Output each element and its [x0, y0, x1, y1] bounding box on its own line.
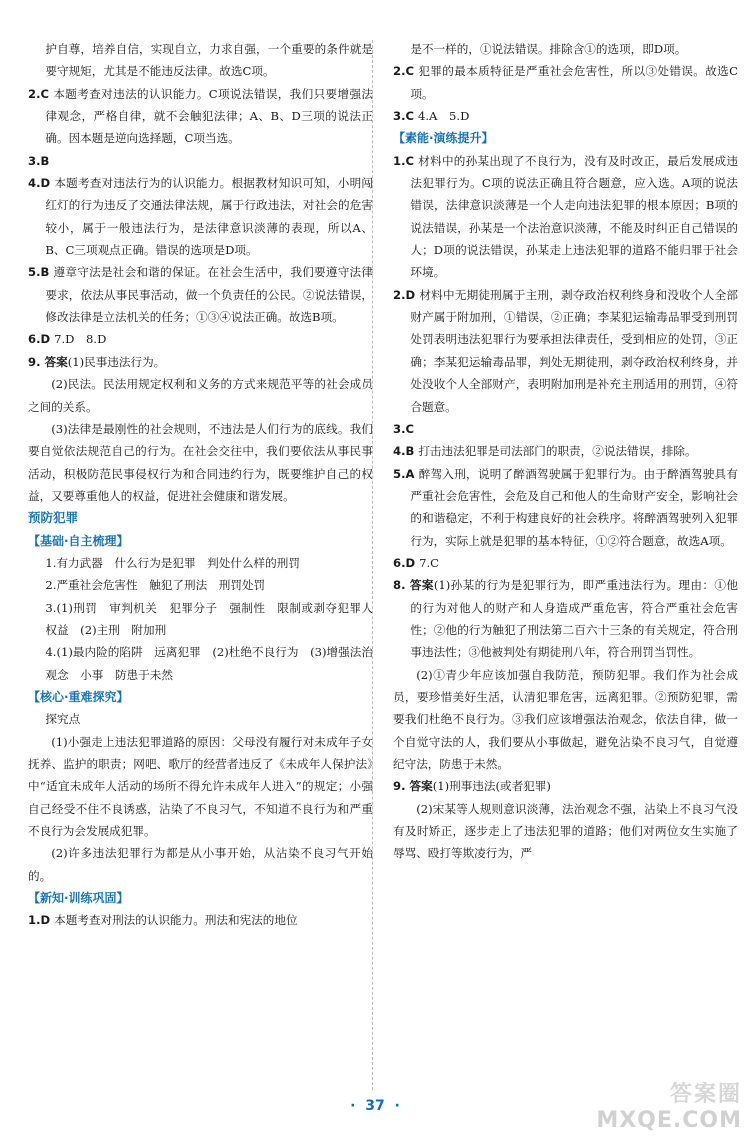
answer-item	[393, 105, 738, 127]
answer-item	[393, 60, 738, 105]
item-number: 4.D	[28, 176, 51, 191]
answer-item	[28, 328, 373, 350]
answer-label: 答案	[409, 779, 433, 794]
item-text: (1)民事违法行为。	[67, 354, 166, 369]
answer-label: 答案	[409, 578, 434, 593]
page-number-value: 37	[365, 1098, 385, 1114]
item-text: 犯罪的最本质特征是严重社会危害性，所以③处错误。故选C项。	[410, 64, 738, 101]
item-text: 打击违法犯罪是司法部门的职责，②说法错误，排除。	[418, 444, 697, 459]
section-heading: 【素能·演练提升】	[393, 131, 494, 146]
paragraph: (2)民法。民法用规定权利和义务的方式来规范平等的社会成员之间的关系。	[28, 377, 373, 414]
answer-item	[393, 574, 738, 663]
section-heading: 【新知·训练巩固】	[28, 891, 129, 906]
item-number: 9.	[28, 354, 41, 369]
answer-item	[28, 172, 373, 261]
item-text: 醉驾入刑，说明了醉酒驾驶属于犯罪行为。由于醉酒驾驶具有严重社会危害性，会危及自己和他人的生命财产安全，影响社会的和谐稳定，不利于构建良好的社会秩序。将醉酒驾驶列入犯罪行为，实际上就是犯罪的基本特征，①②符合题意，故选A项。	[410, 466, 738, 548]
continued-text: 是不一样的，①说法错误。排除含①的选项，即D项。	[410, 42, 687, 56]
item-number: 9.	[393, 779, 406, 794]
item-text: 本题考查对刑法的认识能力。刑法和宪法的地位	[54, 913, 298, 928]
item-number: 3.C	[393, 109, 414, 124]
list-line: 2.严重社会危害性 触犯了刑法 刑罚处罚	[45, 578, 266, 593]
paragraph: (2)许多违法犯罪行为都是从小事开始，从沾染不良习气开始的。	[28, 846, 373, 883]
answer-item	[393, 418, 738, 440]
item-text: (1)孙某的行为是犯罪行为，即严重违法行为。理由：①他的行为对他人的财产和人身造成严重危害，符合严重社会危害性；②他的行为触犯了刑法第二百六十三条的有关规定，符合刑事违法性；③他被判处有期徒刑八年，符合刑罚当罚性。	[410, 578, 738, 660]
item-text: 本题考查对违法行为的认识能力。根据教材知识可知，小明闯红灯的行为违反了交通法律法规，属于行政违法，对社会的危害较小，属于一般违法行为，是法律意识淡薄的表现，所以A、B、C三项观点正确。错误的选项是D项。	[45, 176, 373, 258]
answer-item	[28, 150, 373, 172]
answer-item	[28, 351, 373, 373]
item-number: 5.B	[28, 265, 50, 280]
section-heading: 【基础·自主梳理】	[28, 533, 129, 548]
continued-text: 护自尊，培养自信，实现自立，力求自强，一个重要的条件就是要守规矩，尤其是不能违反法律。故选C项。	[45, 42, 373, 79]
section-title: 预防犯罪	[28, 510, 79, 526]
answer-item	[393, 552, 738, 574]
answer-column-right	[393, 38, 738, 865]
answer-label: 答案	[44, 354, 68, 369]
paragraph: (3)法律是最刚性的社会规则，不违法是人们行为的底线。我们要自觉依法规范自己的行为。在社会交往中，我们要依法从事民事活动，积极防范民事侵权行为和合同违约行为，既要维护自己的权益，又要尊重他人的权益，促进社会健康和谐发展。	[28, 421, 373, 503]
list-line: 3.(1)刑罚 审判机关 犯罪分子 强制性 限制或剥夺犯罪人权益 (2)主刑 附加刑	[45, 600, 373, 637]
paragraph: (2)①青少年应该加强自我防范，预防犯罪。我们作为社会成员，要珍惜美好生活，认清犯罪危害，远离犯罪。②预防犯罪，需要我们杜绝不良行为。③我们应该增强法治观念，依法自律，做一个自觉守法的人，我们要从小事做起，避免沾染不良习气，自觉遵纪守法，防患于未然。	[393, 667, 738, 771]
item-number: 2.D	[393, 287, 416, 302]
item-text: 遵章守法是社会和谐的保证。在社会生活中，我们要遵守法律要求，依法从事民事活动，做一个负责任的公民。②说法错误，修改法律是立法机关的任务；①③④说法正确。故选B项。	[45, 265, 373, 325]
paragraph: (1)小强走上违法犯罪道路的原因：父母没有履行对未成年子女抚养、监护的职责；网吧、歌厅的经营者违反了《未成年人保护法》中“适宜未成年人活动的场所不得允许未成年人进入”的规定；小强自己经受不住不良诱惑，沾染了不良习气，不知道不良行为和严重不良行为会发展成犯罪。	[28, 734, 373, 839]
item-number: 6.D	[393, 555, 416, 570]
answer-item	[393, 463, 738, 552]
item-text: 7.C	[419, 555, 440, 570]
item-number: 8.	[393, 578, 406, 593]
paragraph: (2)宋某等人规则意识淡薄，法治观念不强，沾染上不良习气没有及时矫正，逐步走上了违法犯罪的道路；他们对两位女生实施了辱骂、殴打等欺凌行为，严	[393, 801, 738, 861]
answer-item	[393, 150, 738, 284]
item-number: 1.C	[393, 153, 414, 168]
item-number: 3.C	[393, 421, 414, 436]
item-text: 本题考查对违法的认识能力。C项说法错误，我们只要增强法律观念，严格自律，就不会触犯法律；A、B、D三项的说法正确。因本题是逆向选择题，C项当选。	[45, 86, 373, 146]
list-line: 探究点	[45, 712, 81, 727]
item-number: 1.D	[28, 913, 51, 928]
answer-item	[393, 284, 738, 418]
item-text: 7.D 8.D	[54, 332, 107, 347]
answer-item	[393, 775, 738, 797]
list-line: 4.(1)最内险的陷阱 远离犯罪 (2)杜绝不良行为 (3)增强法治观念 小事 防患于未然	[45, 645, 373, 682]
column-divider	[372, 40, 373, 1090]
item-number: 5.A	[393, 466, 415, 481]
item-text: 4.A 5.D	[417, 109, 470, 124]
item-number: 2.C	[393, 64, 414, 79]
item-number: 6.D	[28, 332, 51, 347]
watermark-domain: MXQE.COM	[596, 1108, 742, 1133]
answer-item	[28, 261, 373, 328]
watermark-logo-text: 答案圈	[669, 1082, 742, 1107]
site-watermark	[592, 1077, 742, 1135]
item-number: 2.C	[28, 86, 49, 101]
answer-item	[28, 909, 373, 931]
answer-item	[28, 83, 373, 150]
item-number: 4.B	[393, 444, 415, 459]
section-heading: 【核心·重难探究】	[28, 689, 129, 704]
answer-item	[393, 440, 738, 462]
page-number: · 37 ·	[350, 1098, 400, 1114]
item-text: 材料中无期徒刑属于主刑，剥夺政治权利终身和没收个人全部财产属于附加刑，①错误，②正确；李某犯运输毒品罪受到刑罚处罚表明违法犯罪行为要承担法律责任，受到相应的处罚，③正确；李某犯运输毒品罪，判处无期徒刑，剥夺政治权利终身，并处没收个人全部财产，表明附加刑是补充主刑适用的刑罚，④符合题意。	[410, 287, 738, 414]
item-number: 3.B	[28, 153, 50, 168]
answer-column-left	[28, 38, 373, 932]
list-line: 1.有力武器 什么行为是犯罪 判处什么样的刑罚	[45, 555, 300, 570]
item-text: 材料中的孙某出现了不良行为，没有及时改正，最后发展成违法犯罪行为。C项的说法正确且符合题意，应入选。A项的说法错误，法律意识淡薄是一个人走向违法犯罪的根本原因；B项的说法错误，孙某是一个法治意识淡薄，不能及时纠正自己错误的人；D项的说法错误，孙某走上违法犯罪的道路不能归罪于社会环境。	[410, 153, 738, 280]
item-text: (1)刑事违法(或者犯罪)	[432, 779, 551, 794]
